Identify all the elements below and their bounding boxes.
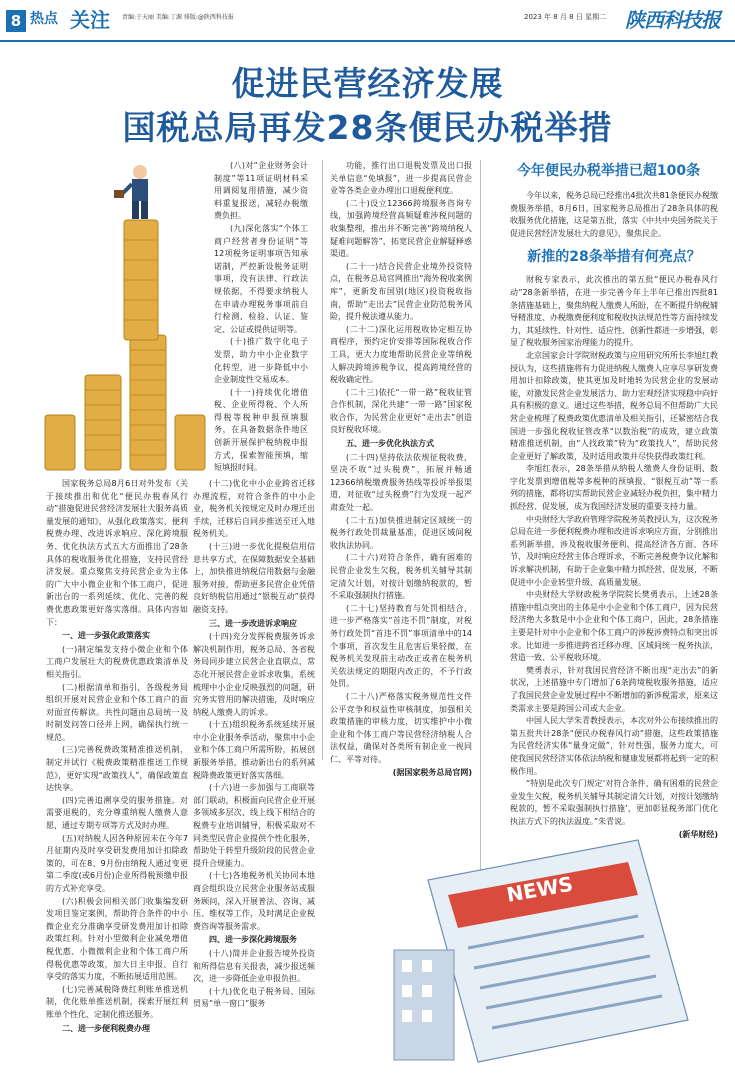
sidebar-paragraph: 樊勇表示，针对我国民营经济不断出现“走出去”的新状况，上述措施中专门增加了6条跨境税收服务措施，适应了我国民营企业发展过程中不断增加的新涉税需求，原来这类需求主要是跨国公司或大企业。 [510,665,718,713]
sidebar-paragraph: 中央财经大学政府管理学院税务英教授认为，这次税务总局在进一步便利税费办理和改进诉求响应方面，分别推出系列新举措，涉及税收服务便利、提高经济各方面、各环节，及时响应经营主体合理诉求，不断完善税费争议化解和诉求解决机制，有助于企业集中精力抓经营、促发展，不断促进中小企业转型升级、高质量发展。 [510,514,718,587]
section-heading: 三、进一步改进诉求响应 [209,618,297,628]
news-illustration [388,800,714,1070]
article-paragraph: (一)制定编发支持小微企业和个体工商户发展壮大的税费优惠政策清单及相关指引。 [46,644,188,679]
page-number: 8 [6,10,26,32]
section-sublabel: 关注 [70,8,110,32]
sidebar-title: 今年便民办税举措已超100条 [516,163,701,179]
sidebar-paragraph: 中央财经大学财政税务学院院长樊勇表示，上述28条措施中组点突出的主体是中小企业和个体工商户，因为民营经济绝大多数是中小企业和个体工商户，因此，28条措施主要是针对中小企业和个体工商户的涉税涉费特点和突出诉求。比如进一步推进跨省迁移办理、区域间统一税务执法，营造一致、公平税收环境。 [510,590,718,663]
section-heading: 二、进一步便利税费办理 [62,1023,150,1033]
article-paragraph: (二十五)加快推进制定区域统一的税务行政处罚裁量基准，促进区域间税收执法协同。 [330,515,472,550]
section-heading: 五、进一步优化执法方式 [346,439,434,449]
page-header [0,0,735,42]
article-paragraph: (二十六)对符合条件，确有困难的民营企业发生欠税，税务机关辅导其制定清欠计划，对按计划缴纳税款的，暂不采取强制执行措施。 [330,553,472,601]
article-paragraph: (二十七)坚持教育与处罚相结合，进一步严格落实“首违不罚”制度，对税务行政处罚“首违不罚”事项清单中的14个事项，首次发生且危害后果轻微，在税务机关发现前主动改正或者在税务机关依法规定的期限内改正的，不予行政处罚。 [330,603,472,689]
sidebar-paragraphs [510,274,718,828]
svg-text:NEWS: NEWS [504,871,575,907]
article-paragraph: (三)完善税费政策精准推送机制，制定并试行《税费政策精准推送工作规范》，更好实现“政策找人”，确保政策直达快享。 [46,745,188,793]
section-label: 热点 [30,11,58,27]
article-column-3 [193,478,315,1070]
article-paragraph: (二十八)严格落实税务规范性文件公平竞争和权益性审核制度，加强相关政策措施的审核力度，切实维护中小微企业和个体工商户等民营经济纳税人合法权益，确保对各类所有制企业一视同仁、平等对待。 [330,691,472,764]
article-paragraph: (二十三)依托“一带一路”税收征管合作机制，深化共建“一带一路”国家税收合作，为民营企业更好“走出去”创造良好税收环境。 [330,387,472,435]
article-paragraph: (二十)设立12366跨境服务咨询专线，加强跨境经营高频疑难涉税问题的收集整理，推出并不断完善“跨境纳税人疑难问题解答”，拓宽民营企业解疑释惑渠道。 [330,198,472,259]
section-heading: 四、进一步深化跨境服务 [209,935,297,945]
issue-date: 2023 年 8 月 8 日 星期二 [524,13,607,21]
article-paragraph: (六)积极会同相关部门收集编发研发项目鉴定案例，帮助符合条件的中小微企业充分准确享受研发费用加计扣除政策红利。针对小型微利企业减免增值税优惠、小微微利企业和个体工商户所得税优惠等政策，加大日主申报、自行享受的落实力度，不断拓展适用范围。 [46,896,188,982]
news-paper-icon [394,840,688,1062]
article-paragraph: (十五)组织税务系统延续开展中小企业服务季活动，聚焦中小企业和个体工商户所需所盼，拓展创新服务举措，推动新出台的系列减税降费政策更好落实落细。 [193,720,315,780]
article-paragraph: (二十四)坚持依法依规征税收费，坚决不收“过头税费”，拓展并畅通12366纳税缴费服务热线等投诉举报渠道，对征收“过头税费”行为发现一起严肃查处一起。 [330,452,472,513]
sidebar-paragraph: 财税专家表示，此次推出的第五批“便民办税春风行动”28条新举措，在进一步完善今年上半年已推出四批81条措施基础上，聚焦纳税人缴费人所盼，在不断提升纳税辅导精准度、办税缴费便利度和税收执法规范性等方面持续发力，其延续性、针对性、适应性、创新性都进一步增强，彰显了税收服务国家治理能力的提升。 [510,275,718,348]
sidebar-intro: 今年以来，税务总局已经推出4批次共81条便民办税缴费服务举措，8月6日，国家税务总局推出了28条具体的税收服务优化措施，这是第五批，落实《中共中央国务院关于促进民营经济发展壮大的意见》，聚焦民企。 [510,191,718,238]
article-paragraph: (十四)充分发挥税费服务诉求解决机制作用，税务总局、各省税务局同步建立民营企业直联点，常态化开展民营企业诉求收集，系统梳理中小企业反映强烈的问题，研究务实管用的解决措施，及时响应纳税人缴费人的诉求。 [193,632,315,717]
article-paragraph: (四)完善追溯享受的服务措施。对需要退税的，充分尊重纳税人缴费人意愿，通过专期专项等方式及时办理。 [46,795,188,831]
sidebar-paragraph: 北京国家会计学院财税政策与应用研究所所长李旭红教授认为，这些措施将有力促进纳税人缴费人应享尽享研发费用加计扣除政策，使其更加及时地转为民营企业的发展动能，对激发民营企业发展活力、助力宏观经济实现稳中向好具有积极的意义。通过这些举措，税务总局不但帮助广大民营企业梳理了税费政策优惠清单及相关指引，还紧密结合我国进一步强化税收征管改革“以数治税”的成效，建立政策精准推送机制，由“人找政策”转为“政策找人”，帮助民营企业更好了解政策，及时适用政策并尽快获得政策红利。 [510,350,718,461]
headline-line-2: 国税总局再发28条便民办税举措 [122,108,613,147]
article-column-4 [330,160,472,777]
article-paragraph: (十九)优化电子税务局、国际贸易“单一窗口”服务 [193,986,315,1009]
article-paragraph: (十二)优化中小企业跨省迁移办理流程，对符合条件的中小企业，税务机关按规定及时办理迁出手续，迁移后自同步推送至迁入地税务机关。 [193,479,315,539]
article-paragraph: (八)对“企业财务会计制度”等11项证明材料采用调阅复用措施，减少资料重复报送，减轻办税缴费负担。 [214,161,308,221]
sidebar-paragraph: “特别是此次专门规定‘对符合条件、确有困难的民营企业发生欠税，税务机关辅导其制定清欠计划，对按计划缴纳税款的，暂不采取强制执行措施’，更加彰显税务部门优化执法方式下的执法温度。”朱青说。 [510,779,718,826]
article-column-2 [214,160,308,480]
article-paragraph: (五)对纳税人因各种原因未在今年7月征期内及时享受研发费用加计扣除政策的，可在8、9月份由纳税人通过变更第二季度(或6月份)企业所得税预缴申报的方式补充享受。 [46,833,188,893]
article-paragraph: (十三)进一步优化提税信用信息共享方式，在保障数据安全基础上，加快推进纳税信用数据与金融服务对接，帮助更多民营企业凭借良好纳税信用通过“银税互动”获得融资支持。 [193,541,315,614]
article-paragraph: (十一)持续优化增值税、企业所得税、个人所得税等税种申报预填服务，在具备数据条件地区创新开展保护税纳税申报方式，探索智能预填，缩短填报时间。 [214,387,308,473]
sidebar-paragraph: 李旭红表示，28条举措从纳税人缴费人身份证明、数字化发票到增值税等多税种的预填报、“银税互动”等一系列的措施，都将切实帮助民营企业减轻办税负担，集中精力抓经营、促发展，成为我国经济发展的重要支持力量。 [510,464,718,512]
article-paragraph: (二)根据清单和指引，各级税务局组织开展对民营企业和个体工商户的面对面宣传解读。共性问题由总局统一及时制发问答口径并上网，确保执行统一规范。 [46,682,188,742]
column-divider [322,160,323,760]
article-column-1 [46,478,188,1070]
sidebar-paragraph: 中国人民大学朱青教授表示，本次对外公布接续推出的第五批共计28条“便民办税春风行动”措施，这些政策措施为民营经济实体“量身定做”，针对性强，服务力度大，可使我国民营经济实体依法纳税和健康发展都将起到一定的积极作用。 [510,716,718,776]
article-paragraph: (七)完善减税降费红利账单推送机制，优化账单推送机制，探索开展红利账单个性化、定制化推送服务。 [46,984,188,1019]
article-paragraph: (十六)进一步加强与工商联等部门联动，积极面向民营企业开展多领域多层次、线上线下相结合的税费专业培训辅导，积极采取对不同类型民营企业提供个性化服务，帮助处于转型升级阶段的民营企业提升合规能力。 [193,783,315,868]
article-paragraph: (十)推广数字化电子发票，助力中小企业数字化转型，进一步降低中小企业制度性交易成本。 [214,337,308,385]
sidebar-source: (新华财经) [678,829,718,839]
article-paragraph: (二十二)深化运用税收协定相互协商程序，预约定价安排等国际税收合作工具，更大力度地帮助民营企业等纳税人解决跨境涉税争议，提高跨境经营的税收确定性。 [330,324,472,385]
coin-stack-illustration [30,160,225,480]
article-paragraph: (十八)简并企业报告境外投资和所得信息有关报表，减少报送频次，进一步降低企业申报负担。 [193,948,315,984]
article-source: (据国家税务总局官网) [392,767,472,777]
sidebar-heading: 新推的28条举措有何亮点？ [527,249,701,266]
article-paragraph: 功能，推行出口退税发票及出口报关单信息“免填报”，进一步提高民营企业等各类企业办理出口退税便利度。 [330,161,472,196]
article-paragraph: 国家税务总局8月6日对外发布《关于接续推出和优化“便民办税春风行动”措施促进民营经济发展壮大服务高质量发展的通知》，从强化政策落实、便利税费办理、改进诉求响应、深化跨境服务、优化执法方式五大方面推出了28条具体的税收服务优化措施，支持民营经济发展。重点聚焦支持民营企业为主体的广大中小微企业和个体工商户，促进新出台的一系列延续、优化、完善的税费优惠政策更好落实落细。具体内容如下： [46,479,188,627]
editor-credits: 责编:于天丽 美编:丁源 排版:@陕西科技报 [122,14,234,21]
article-paragraph: (二十一)结合民营企业境外投资特点，在税务总局官网推出“海外税收案例库”，更新发布国别(地区)投资税收指南，帮助“走出去”民营企业防范税务风险，提升税法遵从能力。 [330,261,472,322]
businessman-icon [114,165,148,219]
article-paragraph: (十七)各地税务机关协同本地商会组织设立民营企业服务站或服务顾问，深入开展普法、咨询、减压、维权等工作，及时满足企业税费咨询等服务需求。 [193,871,315,931]
section-heading: 一、进一步强化政策落实 [62,631,150,641]
headline-line-1: 促进民营经济发展 [231,64,504,103]
article-paragraph: (九)深化落实“个体工商户经营者身份证明”等12项税务证明事项告知承诺制，严控新设税务证明事项，没有法律、行政法规依据，不得要求纳税人在申请办理税务事项前自行检测、检验、认证、鉴定、公证或提供证明等。 [214,223,308,334]
masthead-logo: 陕西科技报 [625,8,720,32]
coin-stack-icon [45,220,205,470]
